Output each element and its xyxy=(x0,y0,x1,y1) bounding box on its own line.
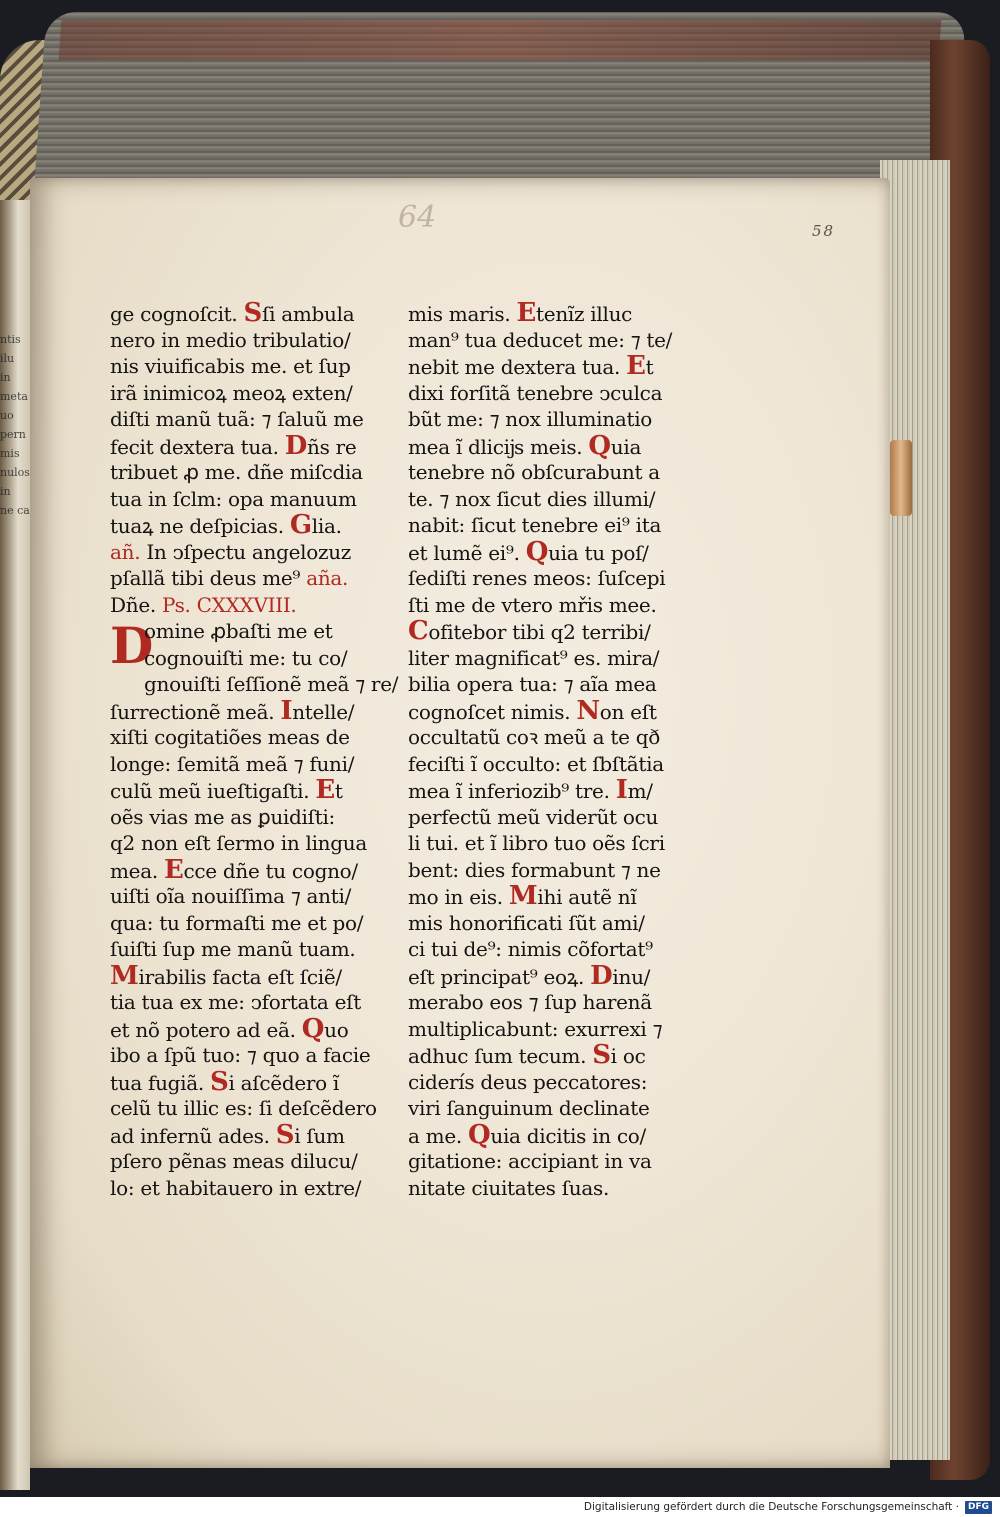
text-line: tuaꝝ ne deſpicias. Glia. xyxy=(110,510,342,540)
text-line: tia tua ex me: ↄfortata eſt xyxy=(110,990,361,1014)
text-line: et lumẽ ei⁹. Quia tu poſ/ xyxy=(408,536,649,567)
clasp-icon xyxy=(890,440,912,516)
left-page-fragment: ne ca xyxy=(0,504,30,517)
text-line: culũ meũ iueſtigaſti. Et xyxy=(110,775,343,805)
text-line: nebit me dextera tua. Et xyxy=(408,351,654,381)
rubric-antiphon: aña. xyxy=(306,566,349,590)
left-page-fragment: nulos xyxy=(0,466,30,479)
rubric-initial: M xyxy=(508,881,538,911)
text-line: ſurrectionẽ meã. Intelle/ xyxy=(110,695,355,726)
rubric-initial: I xyxy=(280,695,293,726)
rubric-initial: E xyxy=(163,854,184,885)
text-line: omine ꝓbaſti me et xyxy=(144,619,333,643)
text-line: a me. Quia dicitis in co/ xyxy=(408,1119,646,1150)
text-line: ibo a ſpũ tuo: ⁊ quo a facie xyxy=(110,1043,371,1067)
text-line: occultatũ coꝛ meũ a te qð xyxy=(408,725,660,749)
psalm-heading: Ps. CXXXVIII. xyxy=(161,592,297,617)
text-line: ad infernũ ades. Si ſum xyxy=(110,1119,345,1150)
text-line: feciſti ĩ occulto: et ſbſtãtia xyxy=(408,751,664,776)
text-line: eſt principat⁹ eoꝝ. Dinu/ xyxy=(408,960,651,991)
text-line: longe: ſemitã meã ⁊ funi/ xyxy=(110,751,355,776)
rubric-initial: S xyxy=(592,1040,611,1070)
text-line: man⁹ tua deducet me: ⁊ te/ xyxy=(408,327,673,352)
rubric-initial: G xyxy=(289,510,312,540)
text-line: mea ĩ dlicĳs meis. Quia xyxy=(408,430,642,461)
rubric-initial: S xyxy=(210,1066,229,1097)
text-line: qua: tu formaſti me et po/ xyxy=(110,910,364,935)
rubric-initial: C xyxy=(408,616,429,646)
text-line: ge cognoſcit. Sſi ambula xyxy=(110,298,355,328)
text-line: lo: et habitauero in extre/ xyxy=(110,1175,362,1200)
left-page-fragment: in xyxy=(0,485,11,498)
text-line: ſuiſti ſup me manũ tuam. xyxy=(110,937,356,961)
text-line: et nõ potero ad eã. Quo xyxy=(110,1013,349,1044)
psalm-initial: D xyxy=(110,616,154,675)
text-line: dixi forſitã tenebre ↄculca xyxy=(408,380,663,405)
text-line: bilia opera tua: ⁊ aĩa mea xyxy=(408,672,657,696)
text-line: Mirabilis facta eſt ſciẽ/ xyxy=(110,960,342,991)
text-line: liter magnificat⁹ es. mira/ xyxy=(408,645,660,670)
text-line: uiſti oĩa nouiſſima ⁊ anti/ xyxy=(110,884,352,908)
text-line: q2 non eſt ſermo in lingua xyxy=(110,831,367,855)
text-line: irã inimicoꝝ meoꝝ exten/ xyxy=(110,380,353,405)
text-line: xiſti cogitatiões meas de xyxy=(110,725,350,749)
book-top-band xyxy=(59,20,942,60)
text-line: ciderís deus peccatores: xyxy=(408,1069,648,1094)
text-line: mis maris. Etenĩz illuc xyxy=(408,298,633,328)
text-line: añ. In ↄſpectu angelozuz xyxy=(110,539,352,564)
left-page-fragment: uo xyxy=(0,409,14,422)
dfg-logo: DFG xyxy=(965,1501,992,1514)
text-line: bũt me: ⁊ nox illuminatio xyxy=(408,407,653,431)
text-line: mo in eis. Mihi autẽ nĩ xyxy=(408,881,637,911)
funding-credit-text: Digitalisierung gefördert durch die Deutsche Forschungsgemeinschaft · xyxy=(583,1501,959,1513)
text-line: merabo eos ⁊ ſup harenã xyxy=(408,990,652,1014)
text-line: ſti me de vtero mřis mee. xyxy=(408,592,657,617)
text-line: tua fugiã. Si aſcẽdero ĩ xyxy=(110,1066,340,1097)
text-line: oẽs vias me as ꝑuidiſti: xyxy=(110,804,335,829)
text-line: li tui. et ĩ libro tuo oẽs ſcri xyxy=(408,831,665,855)
rubric-initial: N xyxy=(576,695,600,726)
text-line: gnouiſti ſeſſionẽ meã ⁊ re/ xyxy=(144,672,399,696)
text-line: viri ſanguinum declinate xyxy=(408,1096,650,1120)
funding-credit-bar xyxy=(0,1497,1000,1517)
rubric-initial: D xyxy=(590,960,613,991)
text-line: ſediſti renes meos: ſuſcepi xyxy=(408,566,666,590)
rubric-initial: M xyxy=(110,960,139,991)
text-column-left xyxy=(110,298,399,1201)
rubric-initial: S xyxy=(243,298,262,328)
text-line: Dñe. Ps. CXXXVIII. xyxy=(110,592,297,617)
text-line: te. ⁊ nox ſicut dies illumi/ xyxy=(408,486,656,511)
text-line: nero in medio tribulatio/ xyxy=(110,327,351,352)
rubric-antiphon: añ. xyxy=(110,539,141,564)
text-line: cognouiſti me: tu co/ xyxy=(144,645,348,670)
text-line: tenebre nõ obſcurabunt a xyxy=(408,460,660,484)
fore-edge xyxy=(880,160,950,1460)
text-line: nis viuificabis me. et ſup xyxy=(110,354,351,378)
text-line: pſallã tibi deus me⁹ aña. xyxy=(110,566,349,590)
text-line: nabit: ſicut tenebre ei⁹ ita xyxy=(408,513,662,537)
text-line: gitatione: accipiant in va xyxy=(408,1149,652,1173)
left-page-fragments xyxy=(0,330,30,690)
text-line: fecit dextera tua. Dñs re xyxy=(110,430,357,461)
text-line: mea. Ecce dñe tu cogno/ xyxy=(110,854,358,885)
text-line: celũ tu illic es: ſi deſcẽdero xyxy=(110,1096,377,1120)
text-column-right xyxy=(408,300,693,1201)
left-page-fragment: meta xyxy=(0,390,28,403)
text-line: cognoſcet nimis. Non eſt xyxy=(408,695,657,726)
text-line: Cofitebor tibi q2 terribi/ xyxy=(408,616,651,646)
text-line: ci tui de⁹: nimis cõfortat⁹ xyxy=(408,937,653,961)
rubric-initial: Q xyxy=(468,1119,491,1150)
folio-number: 58 xyxy=(812,222,836,240)
text-line: tua in ſclm: opa manuum xyxy=(110,486,357,511)
rubric-initial: E xyxy=(626,351,646,381)
pencil-annotation: 64 xyxy=(398,200,437,235)
left-page-fragment: ilu xyxy=(0,352,15,365)
rubric-initial: Q xyxy=(301,1013,325,1044)
text-line: bent: dies formabunt ⁊ ne xyxy=(408,857,661,882)
rubric-initial: E xyxy=(516,298,537,328)
rubric-initial: I xyxy=(615,775,628,805)
text-line: multiplicabunt: exurrexi ⁊ xyxy=(408,1016,663,1041)
text-line: mea ĩ inferiozib⁹ tre. Im/ xyxy=(408,775,653,805)
text-line: perfectũ meũ viderũt ocu xyxy=(408,804,659,829)
text-line: mis honorificati ſũt ami/ xyxy=(408,910,645,935)
rubric-initial: D xyxy=(284,430,307,461)
rubric-initial: Q xyxy=(588,430,611,461)
left-page-fragment: ntis xyxy=(0,333,21,346)
text-line: diſti manũ tuã: ⁊ ſaluũ me xyxy=(110,407,364,431)
left-page-fragment: pern xyxy=(0,428,26,441)
text-line: pſero pẽnas meas dilucu/ xyxy=(110,1149,358,1173)
text-line: nitate ciuitates ſuas. xyxy=(408,1175,610,1200)
rubric-initial: S xyxy=(275,1119,295,1150)
left-page-fragment: mis xyxy=(0,447,20,460)
rubric-initial: Q xyxy=(525,536,549,567)
text-line: tribuet ꝓ me. dñe miſcdia xyxy=(110,460,363,484)
rubric-initial: E xyxy=(315,775,335,805)
text-line: adhuc ſum tecum. Si oc xyxy=(408,1040,646,1070)
left-page-fragment: in xyxy=(0,371,11,384)
